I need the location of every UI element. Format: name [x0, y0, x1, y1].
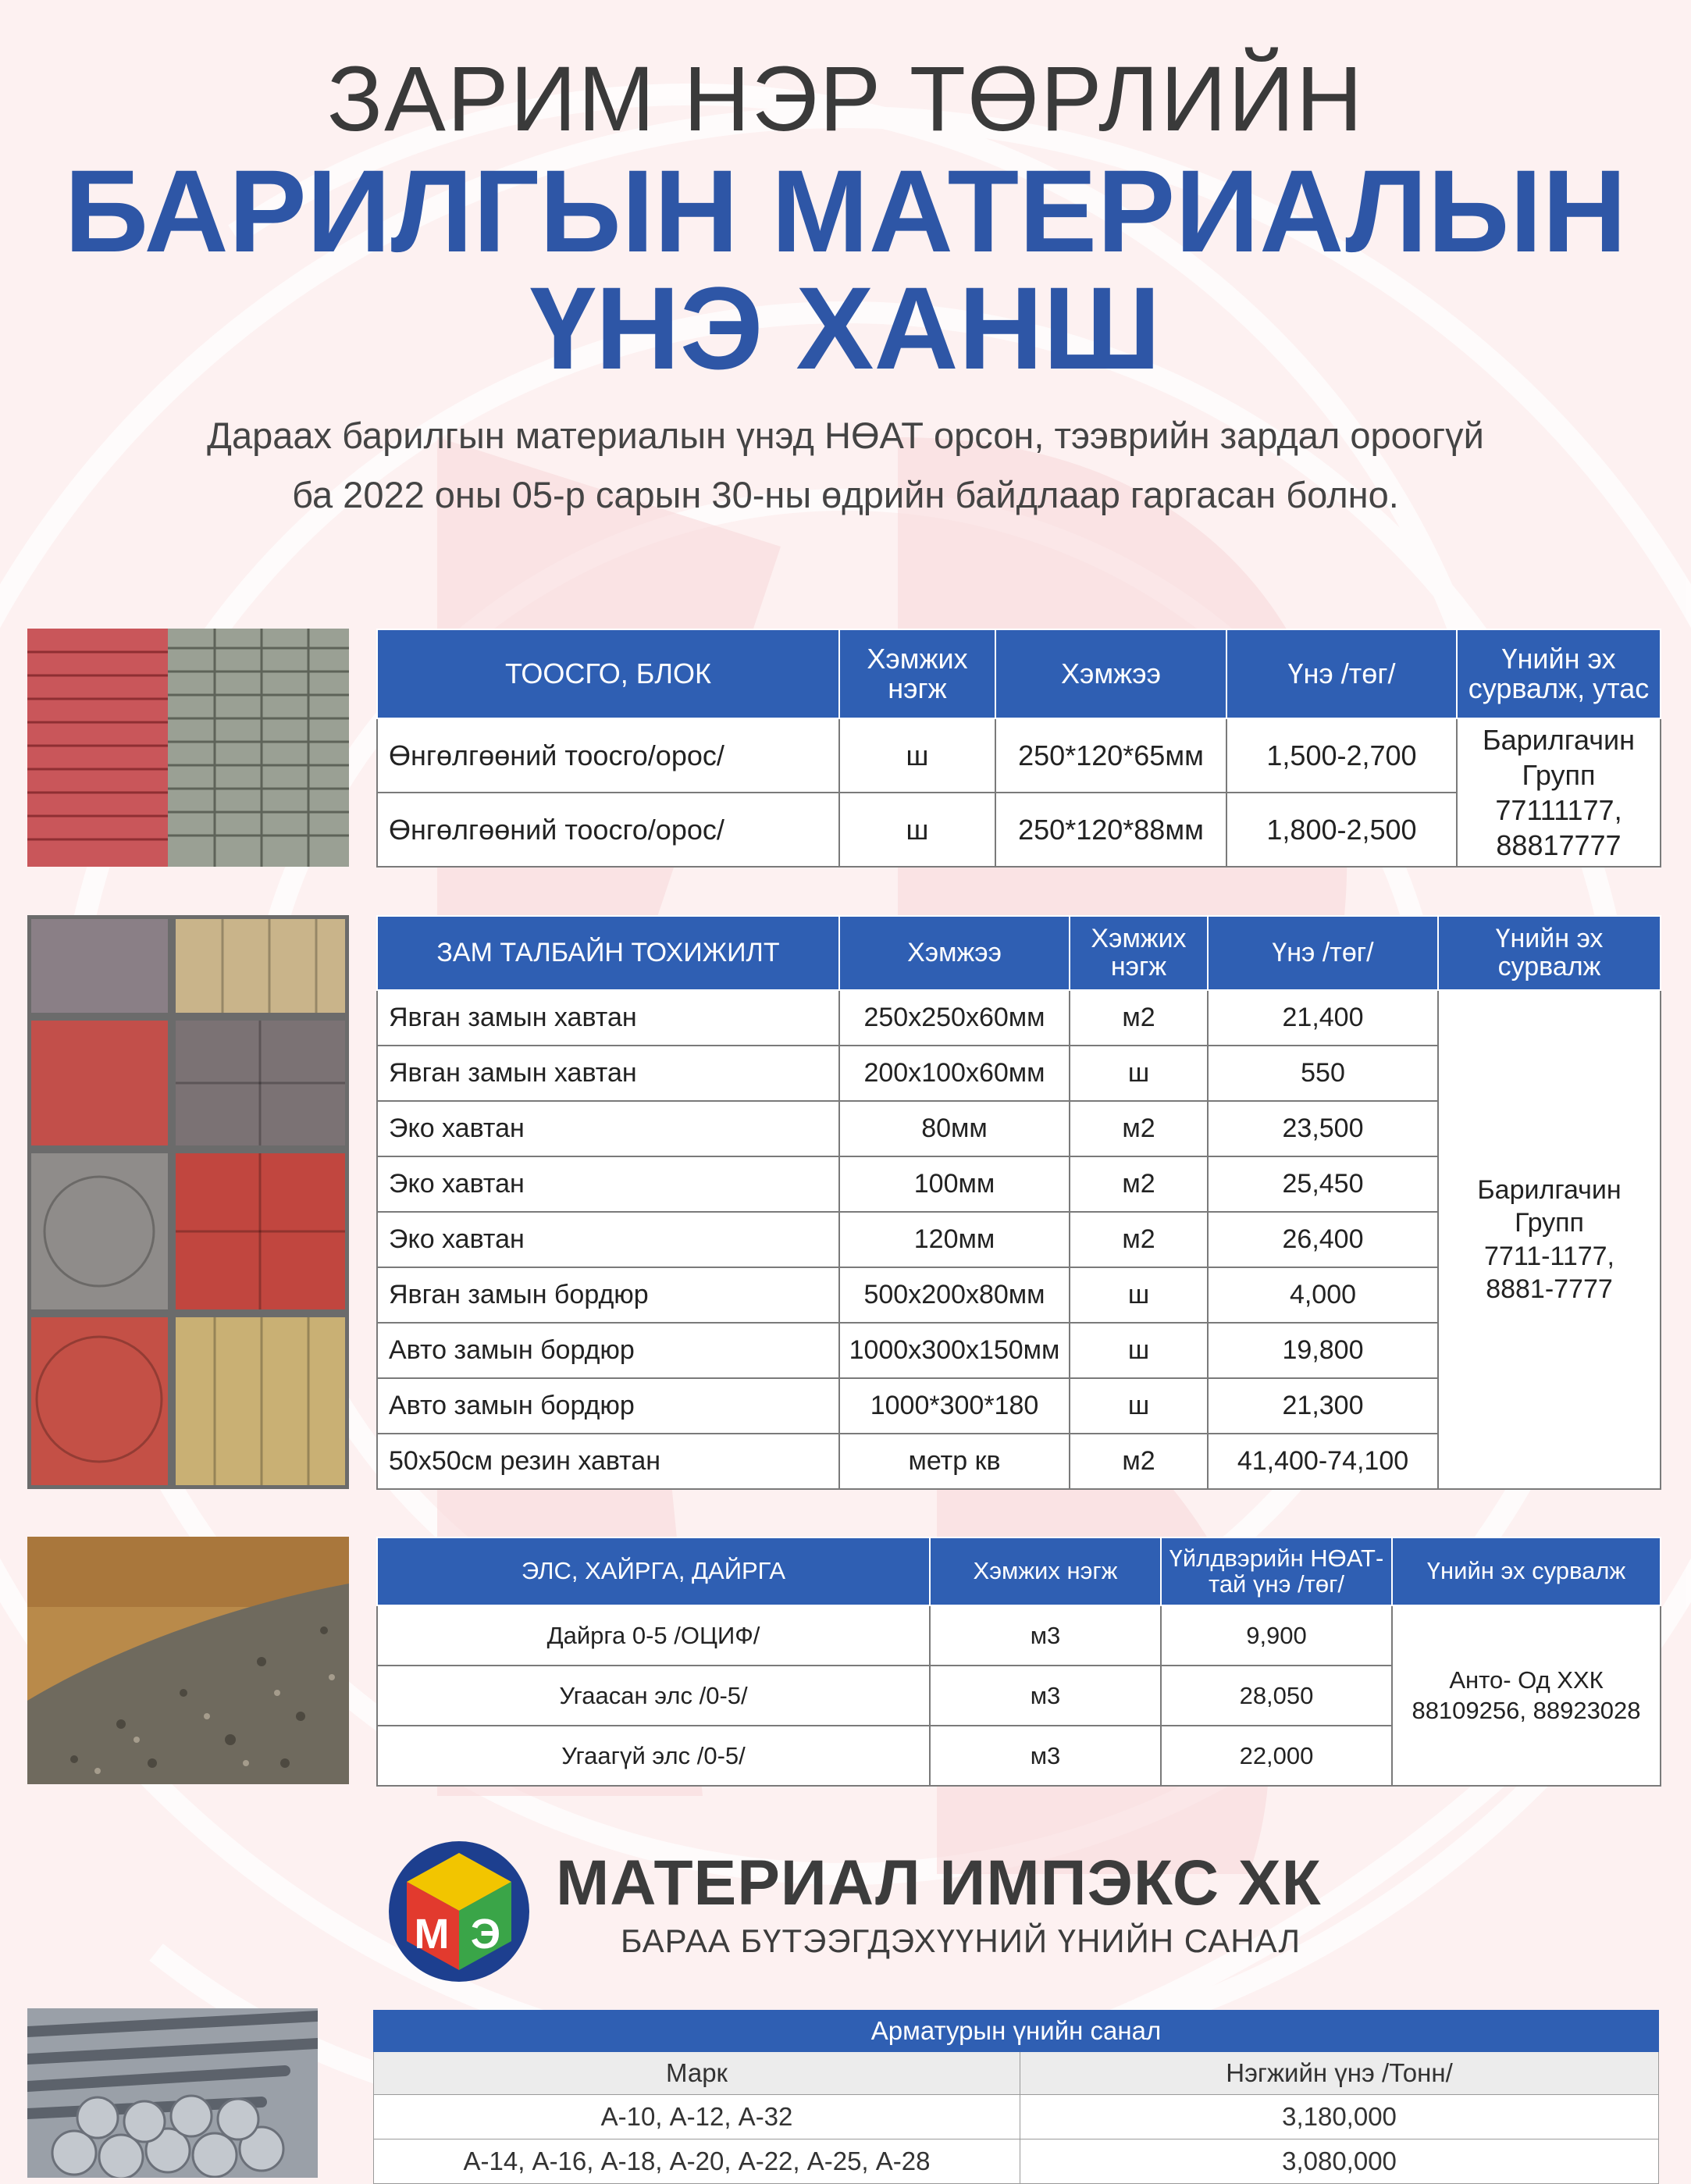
item-price: 25,450: [1208, 1156, 1438, 1212]
rebar-table-caption: Арматурын үнийн санал: [374, 2011, 1659, 2052]
item-price: 4,000: [1208, 1267, 1438, 1323]
item-name: Авто замын бордюр: [377, 1323, 839, 1378]
logo-letter-m: М: [414, 1911, 450, 1958]
item-size: 80мм: [839, 1101, 1070, 1156]
item-price: 1,800-2,500: [1226, 793, 1457, 867]
item-price: 26,400: [1208, 1212, 1438, 1267]
title-line-1: ЗАРИМ НЭР ТӨРЛИЙН: [326, 48, 1365, 151]
col-header-size: Хэмжээ: [995, 629, 1226, 718]
table-row: [377, 1605, 1661, 1666]
item-name: Эко хавтан: [377, 1101, 839, 1156]
item-name: Явган замын хавтан: [377, 1046, 839, 1101]
item-price: 21,400: [1208, 990, 1438, 1046]
gravel-photo: [27, 1537, 349, 1784]
item-name: Өнгөлгөөний тоосго/орос/: [377, 793, 839, 867]
source-line: Анто- Од ХХК: [1449, 1666, 1604, 1694]
rebar-photo: [27, 2008, 318, 2178]
source-line: 8881-7777: [1486, 1274, 1613, 1304]
item-unit: м3: [930, 1666, 1161, 1726]
item-price: 550: [1208, 1046, 1438, 1101]
company-subtitle: БАРАА БҮТЭЭГДЭХҮҮНИЙ ҮНИЙН САНАЛ: [621, 1922, 1301, 1959]
item-unit: м2: [1070, 1434, 1208, 1489]
table-row: [374, 2095, 1659, 2139]
paving-price-table: [376, 915, 1661, 1490]
col-header-size: Хэмжээ: [839, 916, 1070, 990]
table-row: [377, 718, 1661, 793]
item-name: Өнгөлгөөний тоосго/орос/: [377, 718, 839, 793]
intro-line-1: Дараах барилгын материалын үнэд НӨАТ орсон, тээврийн зардал ороогүй: [207, 415, 1484, 456]
item-name: Дайрга 0-5 /ОЦИФ/: [377, 1605, 930, 1666]
company-name: МАТЕРИАЛ ИМПЭКС ХК: [556, 1847, 1322, 1919]
item-price: 19,800: [1208, 1323, 1438, 1378]
item-unit: ш: [839, 718, 995, 793]
item-name: Угаасан элс /0-5/: [377, 1666, 930, 1726]
item-unit: ш: [1070, 1323, 1208, 1378]
item-size: 500х200х80мм: [839, 1267, 1070, 1323]
col-header-price: Үйлдвэрийн НӨАТ-тай үнэ /төг/: [1161, 1537, 1392, 1605]
item-name: Эко хавтан: [377, 1156, 839, 1212]
rebar-price-table: [373, 2010, 1659, 2184]
rebar-price: 3,180,000: [1020, 2095, 1659, 2139]
price-source: [1438, 990, 1661, 1489]
col-header-source: Үнийн эх сурвалж, утас: [1457, 629, 1661, 718]
item-unit: ш: [1070, 1378, 1208, 1434]
price-source: [1392, 1605, 1661, 1786]
logo-letter-e: Э: [470, 1911, 501, 1958]
item-price: 9,900: [1161, 1605, 1392, 1666]
item-price: 28,050: [1161, 1666, 1392, 1726]
rebar-mark: А-10, А-12, А-32: [374, 2095, 1020, 2139]
item-name: 50х50см резин хавтан: [377, 1434, 839, 1489]
col-header-price: Үнэ /төг/: [1208, 916, 1438, 990]
paving-photo: [27, 915, 349, 1489]
table-row: [377, 990, 1661, 1046]
item-unit: м2: [1070, 1156, 1208, 1212]
item-unit: ш: [1070, 1267, 1208, 1323]
source-line: 88109256, 88923028: [1412, 1696, 1641, 1724]
title-line-2: БАРИЛГЫН МАТЕРИАЛЫН: [64, 145, 1627, 276]
title-line-3: ҮНЭ ХАНШ: [530, 262, 1161, 394]
item-size: 200х100х60мм: [839, 1046, 1070, 1101]
item-price: 22,000: [1161, 1726, 1392, 1786]
item-size: 1000*300*180: [839, 1378, 1070, 1434]
source-line: 88817777: [1496, 829, 1622, 861]
source-line: Барилгачин: [1477, 1174, 1622, 1205]
source-line: 7711-1177,: [1484, 1241, 1614, 1271]
col-header-unit-price: Нэгжийн үнэ /Тонн/: [1020, 2052, 1659, 2095]
item-unit: ш: [839, 793, 995, 867]
price-source: [1457, 718, 1661, 867]
item-size: 120мм: [839, 1212, 1070, 1267]
brick-photo: [27, 629, 349, 867]
col-header-mark: Марк: [374, 2052, 1020, 2095]
col-header-source: Үнийн эх сурвалж: [1392, 1537, 1661, 1605]
item-price: 23,500: [1208, 1101, 1438, 1156]
intro-text: [0, 406, 1691, 525]
item-unit: м3: [930, 1605, 1161, 1666]
source-line: Групп: [1515, 1208, 1584, 1238]
item-price: 1,500-2,700: [1226, 718, 1457, 793]
col-header-category: ЭЛС, ХАЙРГА, ДАЙРГА: [377, 1537, 930, 1605]
item-name: Эко хавтан: [377, 1212, 839, 1267]
table-row: [374, 2139, 1659, 2184]
item-name: Явган замын хавтан: [377, 990, 839, 1046]
col-header-unit: Хэмжих нэгж: [839, 629, 995, 718]
intro-line-2: ба 2022 оны 05-р сарын 30-ны өдрийн байдлаар гаргасан болно.: [292, 474, 1399, 515]
item-size: 250*120*65мм: [995, 718, 1226, 793]
col-header-unit: Хэмжих нэгж: [930, 1537, 1161, 1605]
col-header-category: ТООСГО, БЛОК: [377, 629, 839, 718]
item-name: Явган замын бордюр: [377, 1267, 839, 1323]
rebar-price: 3,080,000: [1020, 2139, 1659, 2184]
item-price: 41,400-74,100: [1208, 1434, 1438, 1489]
source-line: 77111177,: [1495, 794, 1622, 826]
item-name: Угаагүй элс /0-5/: [377, 1726, 930, 1786]
col-header-price: Үнэ /төг/: [1226, 629, 1457, 718]
company-logo: [386, 1839, 532, 1984]
brick-price-table: [376, 629, 1661, 868]
source-line: Барилгачин: [1482, 724, 1636, 756]
source-line: Групп: [1522, 759, 1596, 791]
item-unit: ш: [1070, 1046, 1208, 1101]
item-size: 250*120*88мм: [995, 793, 1226, 867]
item-unit: м2: [1070, 990, 1208, 1046]
col-header-category: ЗАМ ТАЛБАЙН ТОХИЖИЛТ: [377, 916, 839, 990]
rebar-mark: А-14, А-16, А-18, А-20, А-22, А-25, А-28: [374, 2139, 1020, 2184]
item-size: 100мм: [839, 1156, 1070, 1212]
item-size: 1000х300х150мм: [839, 1323, 1070, 1378]
item-price: 21,300: [1208, 1378, 1438, 1434]
gravel-price-table: [376, 1537, 1661, 1787]
item-name: Авто замын бордюр: [377, 1378, 839, 1434]
col-header-source: Үнийн эх сурвалж: [1438, 916, 1661, 990]
item-unit: м3: [930, 1726, 1161, 1786]
col-header-unit: Хэмжих нэгж: [1070, 916, 1208, 990]
item-unit: м2: [1070, 1212, 1208, 1267]
item-size: метр кв: [839, 1434, 1070, 1489]
item-unit: м2: [1070, 1101, 1208, 1156]
item-size: 250х250х60мм: [839, 990, 1070, 1046]
